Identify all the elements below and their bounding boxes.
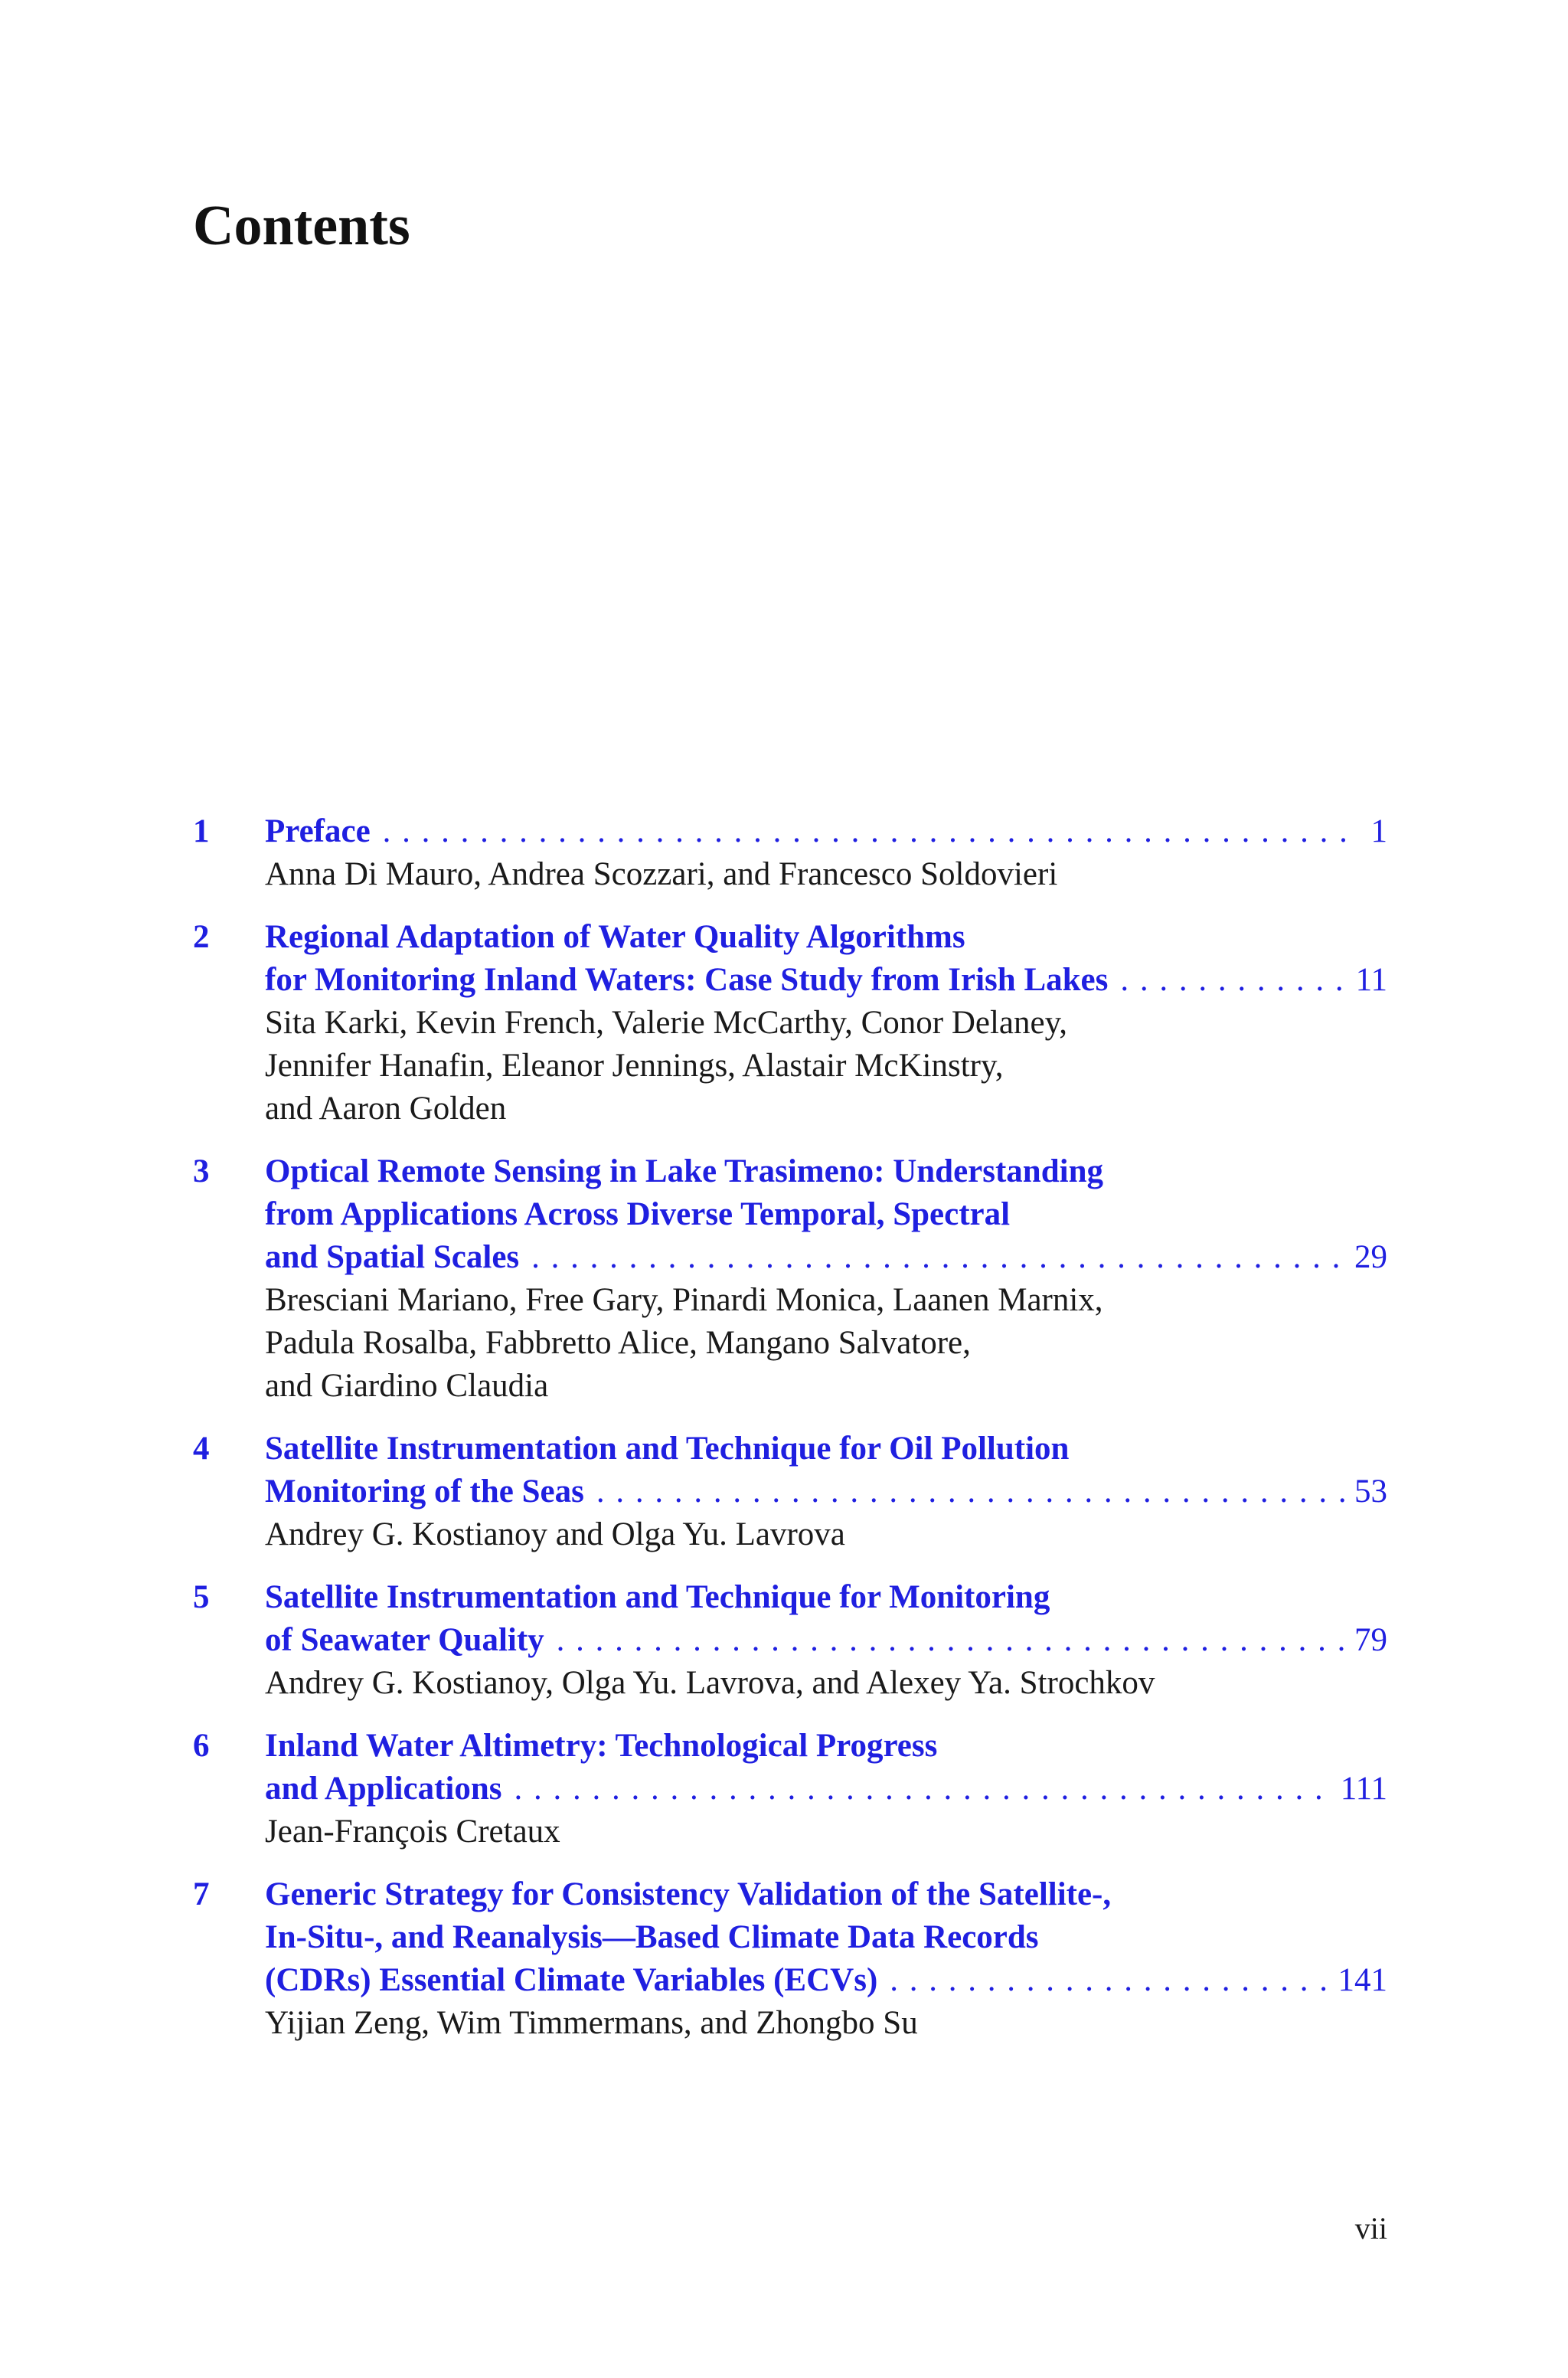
toc-entry-7 xyxy=(193,1873,1387,2045)
toc-entry-6 xyxy=(193,1725,1387,1853)
page-number: 141 xyxy=(1338,1962,1387,1998)
authors-line: Andrey G. Kostianoy and Olga Yu. Lavrova xyxy=(265,1516,845,1552)
toc-entry-4 xyxy=(193,1428,1387,1556)
chapter-title: and Spatial Scales xyxy=(265,1239,520,1275)
toc-entry-1 xyxy=(193,810,1387,896)
chapter-title-line[interactable]: Optical Remote Sensing in Lake Trasimeno: Understanding xyxy=(265,1153,1103,1189)
chapter-number: 3 xyxy=(193,1153,210,1189)
dot-leader xyxy=(531,1236,1347,1279)
table-of-contents xyxy=(193,810,1387,2065)
chapter-number: 1 xyxy=(193,813,210,849)
authors-line: Jean-François Cretaux xyxy=(265,1814,560,1850)
chapter-title-link[interactable] xyxy=(265,1768,1387,1810)
chapter-title-link[interactable] xyxy=(265,1470,1387,1513)
entry-body xyxy=(265,1725,1387,1853)
chapter-title-line[interactable]: Generic Strategy for Consistency Validation of the Satellite-, xyxy=(265,1876,1112,1912)
dot-leader xyxy=(383,810,1349,853)
authors-line: and Aaron Golden xyxy=(265,1091,507,1127)
page-number: 11 xyxy=(1355,962,1387,998)
authors-line: Andrey G. Kostianoy, Olga Yu. Lavrova, and Alexey Ya. Strochkov xyxy=(265,1665,1155,1701)
chapter-title-line[interactable]: In-Situ-, and Reanalysis—Based Climate Data Records xyxy=(265,1919,1039,1955)
authors-line: Bresciani Mariano, Free Gary, Pinardi Monica, Laanen Marnix, xyxy=(265,1282,1103,1318)
toc-entry-2 xyxy=(193,916,1387,1130)
chapter-title-link[interactable] xyxy=(265,959,1387,1002)
chapter-number: 4 xyxy=(193,1431,210,1467)
page-folio: vii xyxy=(1354,2211,1387,2246)
entry-body xyxy=(265,916,1387,1130)
authors-line: Padula Rosalba, Fabbretto Alice, Mangano Salvatore, xyxy=(265,1325,971,1361)
entry-body xyxy=(265,1150,1387,1408)
chapter-number: 5 xyxy=(193,1579,210,1615)
chapter-title-line[interactable]: Satellite Instrumentation and Technique for Monitoring xyxy=(265,1579,1050,1615)
dot-leader xyxy=(514,1768,1332,1810)
authors-line: Jennifer Hanafin, Eleanor Jennings, Alastair McKinstry, xyxy=(265,1048,1004,1084)
chapter-title-link[interactable] xyxy=(265,810,1387,853)
chapter-title-link[interactable] xyxy=(265,1959,1387,2002)
authors-line: and Giardino Claudia xyxy=(265,1368,549,1404)
chapter-title: Monitoring of the Seas xyxy=(265,1474,584,1510)
page-number: 53 xyxy=(1354,1474,1387,1510)
page-number: 1 xyxy=(1370,813,1387,849)
chapter-title-line[interactable]: from Applications Across Diverse Temporal, Spectral xyxy=(265,1196,1011,1232)
authors-line: Yijian Zeng, Wim Timmermans, and Zhongbo Su xyxy=(265,2005,918,2041)
entry-body xyxy=(265,810,1387,896)
dot-leader xyxy=(890,1959,1330,2002)
dot-leader xyxy=(596,1470,1347,1513)
page-title: Contents xyxy=(193,195,410,257)
dot-leader xyxy=(1120,959,1348,1002)
chapter-title-line[interactable]: Satellite Instrumentation and Technique for Oil Pollution xyxy=(265,1431,1070,1467)
chapter-title-link[interactable] xyxy=(265,1236,1387,1279)
dot-leader xyxy=(557,1619,1347,1662)
page-number: 111 xyxy=(1340,1771,1387,1807)
page-number: 79 xyxy=(1354,1622,1387,1658)
chapter-title-link[interactable] xyxy=(265,1619,1387,1662)
entry-body xyxy=(265,1576,1387,1705)
chapter-number: 7 xyxy=(193,1876,210,1912)
authors-line: Sita Karki, Kevin French, Valerie McCarthy, Conor Delaney, xyxy=(265,1005,1068,1041)
chapter-title: for Monitoring Inland Waters: Case Study from Irish Lakes xyxy=(265,962,1109,998)
chapter-number: 2 xyxy=(193,919,210,955)
chapter-title: and Applications xyxy=(265,1771,502,1807)
chapter-number: 6 xyxy=(193,1728,210,1764)
chapter-title: Preface xyxy=(265,813,371,849)
chapter-title: (CDRs) Essential Climate Variables (ECVs) xyxy=(265,1962,878,1998)
page-number: 29 xyxy=(1354,1239,1387,1275)
chapter-title-line[interactable]: Regional Adaptation of Water Quality Algorithms xyxy=(265,919,965,955)
entry-body xyxy=(265,1873,1387,2045)
toc-entry-5 xyxy=(193,1576,1387,1705)
toc-entry-3 xyxy=(193,1150,1387,1408)
entry-body xyxy=(265,1428,1387,1556)
chapter-title: of Seawater Quality xyxy=(265,1622,544,1658)
authors-line: Anna Di Mauro, Andrea Scozzari, and Francesco Soldovieri xyxy=(265,856,1058,892)
chapter-title-line[interactable]: Inland Water Altimetry: Technological Progress xyxy=(265,1728,938,1764)
